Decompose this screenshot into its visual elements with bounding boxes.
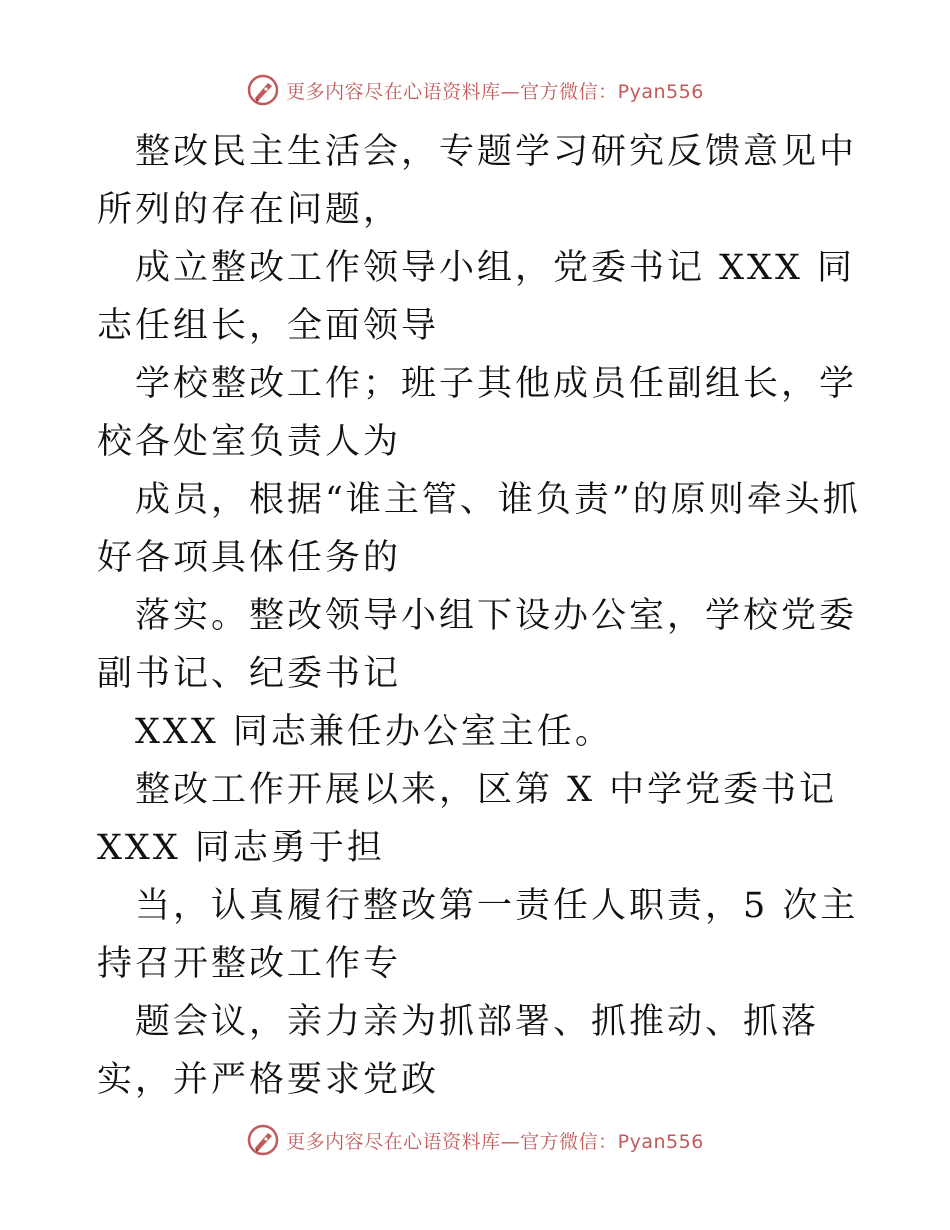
- paragraph: 整改工作开展以来，区第 X 中学党委书记 XXX 同志勇于担: [97, 770, 838, 868]
- pen-logo-icon: [246, 73, 280, 107]
- paragraph: 学校整改工作；班子其他成员任副组长，学校各处室负责人为: [97, 364, 858, 462]
- header-banner: [0, 70, 950, 110]
- pen-logo-icon: [246, 1123, 280, 1157]
- paragraph: 当，认真履行整改第一责任人职责，5 次主持召开整改工作专: [97, 886, 859, 984]
- document-body: [97, 123, 867, 1109]
- paragraph: 成立整改工作领导小组，党委书记 XXX 同志任组长，全面领导: [97, 248, 856, 346]
- paragraph: 题会议，亲力亲为抓部署、抓推动、抓落实，并严格要求党政: [97, 1002, 820, 1100]
- paragraph: 整改民主生活会，专题学习研究反馈意见中所列的存在问题，: [97, 132, 858, 230]
- header-banner-text: 更多内容尽在心语资料库—官方微信：Pyan556: [286, 80, 704, 103]
- footer-banner-text: 更多内容尽在心语资料库—官方微信：Pyan556: [286, 1130, 704, 1153]
- footer-banner: [0, 1120, 950, 1160]
- paragraph: 落实。整改领导小组下设办公室，学校党委副书记、纪委书记: [97, 596, 858, 694]
- paragraph: XXX 同志兼任办公室主任。: [135, 712, 613, 752]
- paragraph: 成员，根据“谁主管、谁负责”的原则牵头抓好各项具体任务的: [97, 480, 861, 578]
